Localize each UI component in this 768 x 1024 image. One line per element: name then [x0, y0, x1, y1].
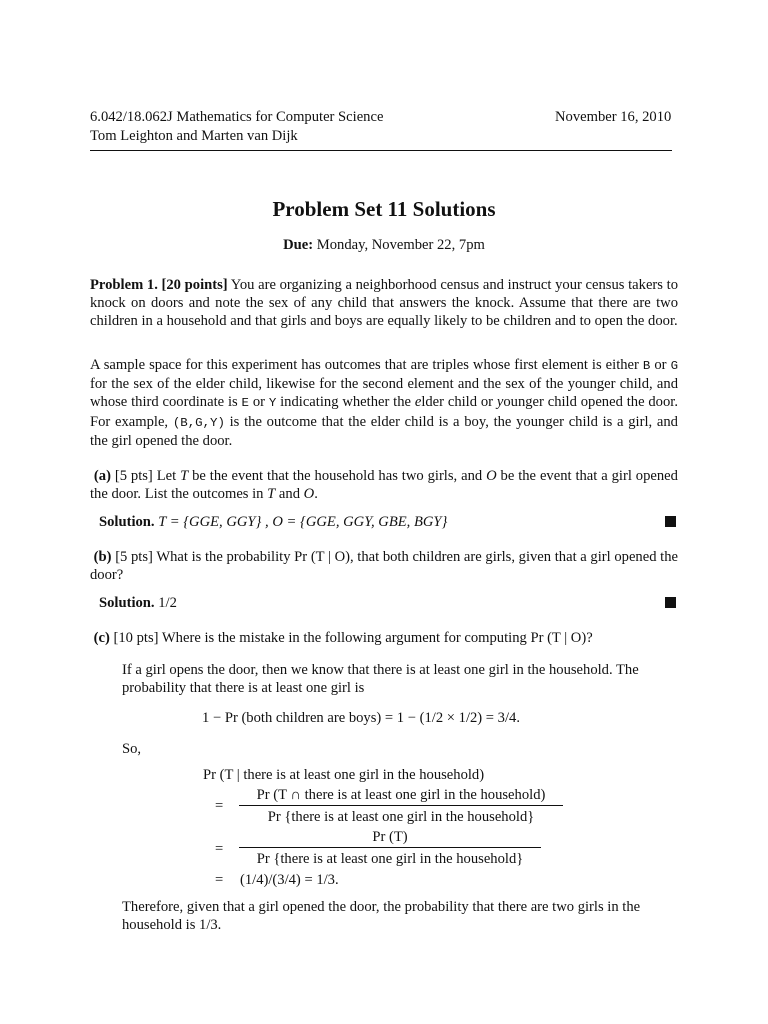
- page-title: Problem Set 11 Solutions: [272, 197, 496, 221]
- problem-1-intro: [90, 276, 678, 331]
- outcome-Y: Y: [268, 396, 277, 411]
- fraction-1-denominator: Pr {there is at least one girl in the household}: [267, 809, 535, 826]
- sample-text: is the outcome that the elder child is a boy, the younger child is a girl, and the girl opened the door.: [90, 413, 678, 449]
- part-b: [90, 548, 678, 584]
- part-a-text: and: [278, 486, 300, 503]
- sample-text: indicating whether the: [280, 394, 411, 411]
- header-rule: [90, 150, 672, 151]
- part-a-points: [5 pts]: [114, 468, 153, 484]
- argument-paragraph: If a girl opens the door, then we know that there is at least one girl in the household. The probability that there is at least one girl is: [122, 662, 639, 697]
- fraction-bar: [239, 847, 541, 848]
- sample-text: lder child or: [421, 394, 494, 411]
- sample-text: A sample space for this experiment has outcomes that are triples whose first element is either: [90, 357, 639, 373]
- outcome-B: B: [642, 359, 651, 373]
- part-b-text: What is the probability Pr (T | O), that both children are girls, given that a girl opened the door?: [90, 549, 678, 584]
- equation-line-4: (1/4)/(3/4) = 1/3.: [240, 872, 339, 888]
- sample-space-paragraph: [90, 356, 678, 450]
- var-T: T: [180, 468, 189, 484]
- part-b-solution-text: 1/2: [158, 595, 177, 611]
- example-tuple: (B,G,Y): [172, 415, 225, 430]
- part-a-text: Let: [156, 468, 177, 484]
- solution-label: Solution.: [99, 514, 155, 530]
- sample-text: for the sex of the elder child, likewise for the second element and the sex of the younger child, and whose third coordinate is: [90, 376, 678, 411]
- part-b-solution: [99, 594, 177, 612]
- elder-e: e: [414, 394, 422, 411]
- var-O: O: [486, 468, 497, 484]
- due-text: Monday, November 22, 7pm: [316, 237, 485, 253]
- var-T: T: [267, 486, 276, 503]
- sample-text: or: [252, 394, 265, 411]
- course-title: 6.042/18.062J Mathematics for Computer Science: [90, 109, 384, 125]
- equation-1: 1 − Pr (both children are boys) = 1 − (1/2 × 1/2) = 3/4.: [202, 710, 520, 726]
- fraction-2: [239, 828, 541, 868]
- qed-square: [665, 516, 676, 527]
- part-a-text: be the event that the household has two girls, and: [192, 468, 483, 484]
- equation-line-1: Pr (T | there is at least one girl in the household): [203, 767, 485, 783]
- part-c-label: (c): [93, 630, 110, 646]
- part-c-points: [10 pts]: [113, 630, 159, 646]
- sample-text: ounger child opened the door. For example,: [90, 394, 678, 430]
- part-a-text: be the event that a girl opened the door. List the outcomes in: [90, 468, 678, 503]
- header-date: November 16, 2010: [555, 109, 672, 125]
- authors: Tom Leighton and Marten van Dijk: [90, 128, 298, 144]
- part-a-solution-text: T = {GGE, GGY} , O = {GGE, GGY, GBE, BGY}: [158, 514, 448, 530]
- sample-text: or: [654, 357, 667, 373]
- due-line: [0, 236, 768, 254]
- so-text: So,: [122, 741, 142, 757]
- conclusion-paragraph: Therefore, given that a girl opened the door, the probability that there are two girls in the household is 1/3.: [122, 899, 641, 934]
- part-a-text: .: [314, 486, 318, 503]
- solution-label: Solution.: [99, 595, 155, 611]
- var-O: O: [303, 486, 315, 503]
- part-c-text: Where is the mistake in the following argument for computing Pr (T | O)?: [161, 630, 593, 646]
- part-c: [90, 629, 678, 647]
- outcome-G: G: [670, 359, 678, 373]
- fraction-1-numerator: Pr (T ∩ there is at least one girl in the household): [256, 787, 546, 803]
- part-b-points: [5 pts]: [115, 549, 153, 565]
- equals-sign: =: [215, 872, 224, 888]
- part-b-label: (b): [93, 549, 112, 565]
- fraction-bar: [239, 805, 563, 806]
- fraction-2-denominator: Pr {there is at least one girl in the household}: [256, 851, 524, 868]
- fraction-2-numerator: Pr (T): [372, 829, 408, 845]
- outcome-E: E: [241, 396, 249, 411]
- part-a-solution: [99, 513, 447, 531]
- younger-y: y: [496, 394, 504, 411]
- part-a-label: (a): [93, 468, 111, 484]
- part-a: [90, 467, 678, 503]
- problem-1-intro-text: You are organizing a neighborhood census and instruct your census takers to knock on doors and note the sex of any child that answers the knock. Assume that there are two children in a household and that girls and boys are equally likely to be children and to open the door.: [90, 277, 678, 330]
- qed-square: [665, 597, 676, 608]
- fraction-1: [239, 786, 563, 826]
- equals-sign: =: [215, 841, 224, 857]
- equals-sign: =: [215, 798, 224, 814]
- due-label: Due:: [283, 237, 314, 253]
- problem-1-label: Problem 1. [20 points]: [90, 277, 228, 293]
